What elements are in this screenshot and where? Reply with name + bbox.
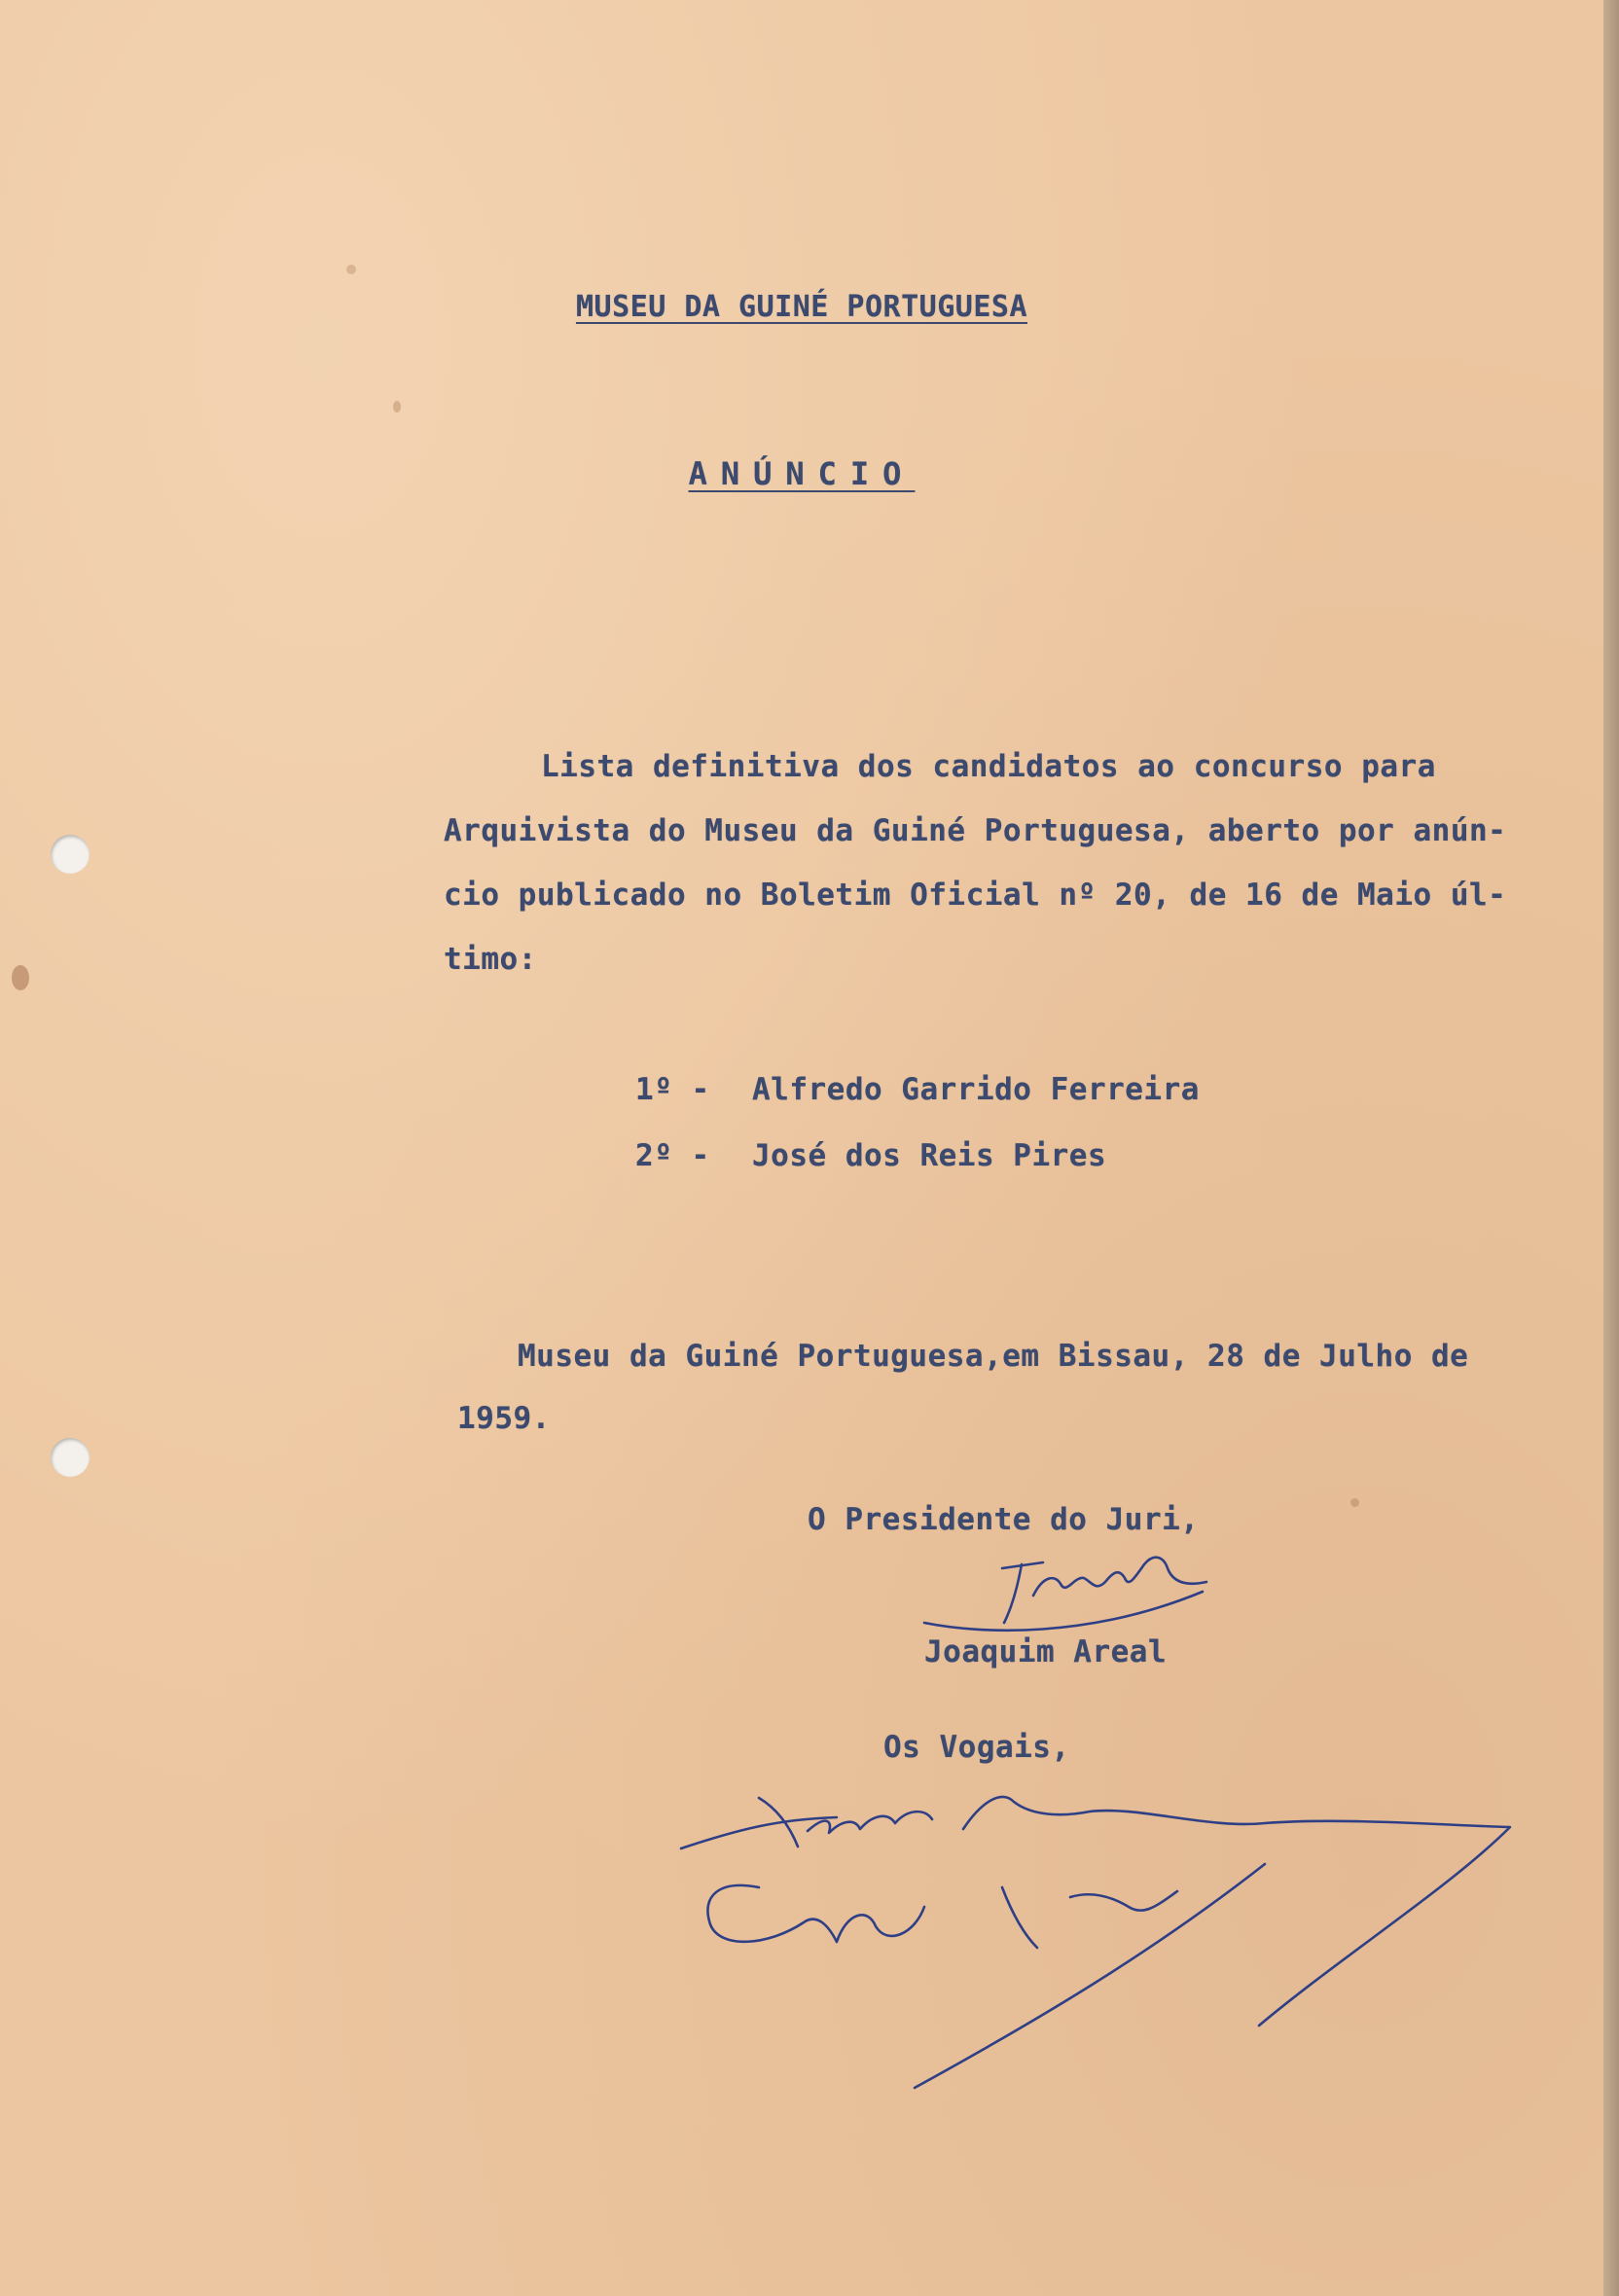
- candidate-name: Alfredo Garrido Ferreira: [752, 1072, 1200, 1107]
- body-line: cio publicado no Boletim Oficial nº 20, de 16 de Maio úl-: [444, 878, 1507, 913]
- president-name: Joaquim Areal: [924, 1634, 1168, 1669]
- candidate-rank: 1º -: [635, 1072, 710, 1107]
- members-label: Os Vogais,: [883, 1730, 1070, 1765]
- paper-edge: [1603, 0, 1619, 2296]
- date-line: Museu da Guiné Portuguesa,em Bissau, 28 de Julho de: [518, 1339, 1469, 1374]
- president-signature: [924, 1558, 1206, 1631]
- institution-title: MUSEU DA GUINÉ PORTUGUESA: [575, 290, 1028, 324]
- body-line: timo:: [444, 942, 537, 977]
- paper-stain: [12, 965, 29, 990]
- members-signature-lower: [707, 1864, 1265, 2088]
- paper-stain: [393, 401, 401, 413]
- candidate-name: José dos Reis Pires: [752, 1138, 1107, 1173]
- announcement-heading: ANÚNCIO: [688, 455, 916, 492]
- candidate-rank: 2º -: [635, 1138, 710, 1173]
- date-line: 1959.: [457, 1401, 551, 1436]
- paper-stain: [346, 265, 356, 274]
- paper-stain: [1350, 1498, 1359, 1507]
- body-line: Arquivista do Museu da Guiné Portuguesa, aberto por anún-: [444, 813, 1507, 848]
- body-line: Lista definitiva dos candidatos ao concurso para: [541, 749, 1436, 784]
- punch-hole-bottom: [51, 1438, 90, 1477]
- punch-hole-top: [51, 835, 90, 874]
- president-label: O Presidente do Juri,: [808, 1502, 1200, 1537]
- members-signature-upper: [681, 1797, 1510, 2026]
